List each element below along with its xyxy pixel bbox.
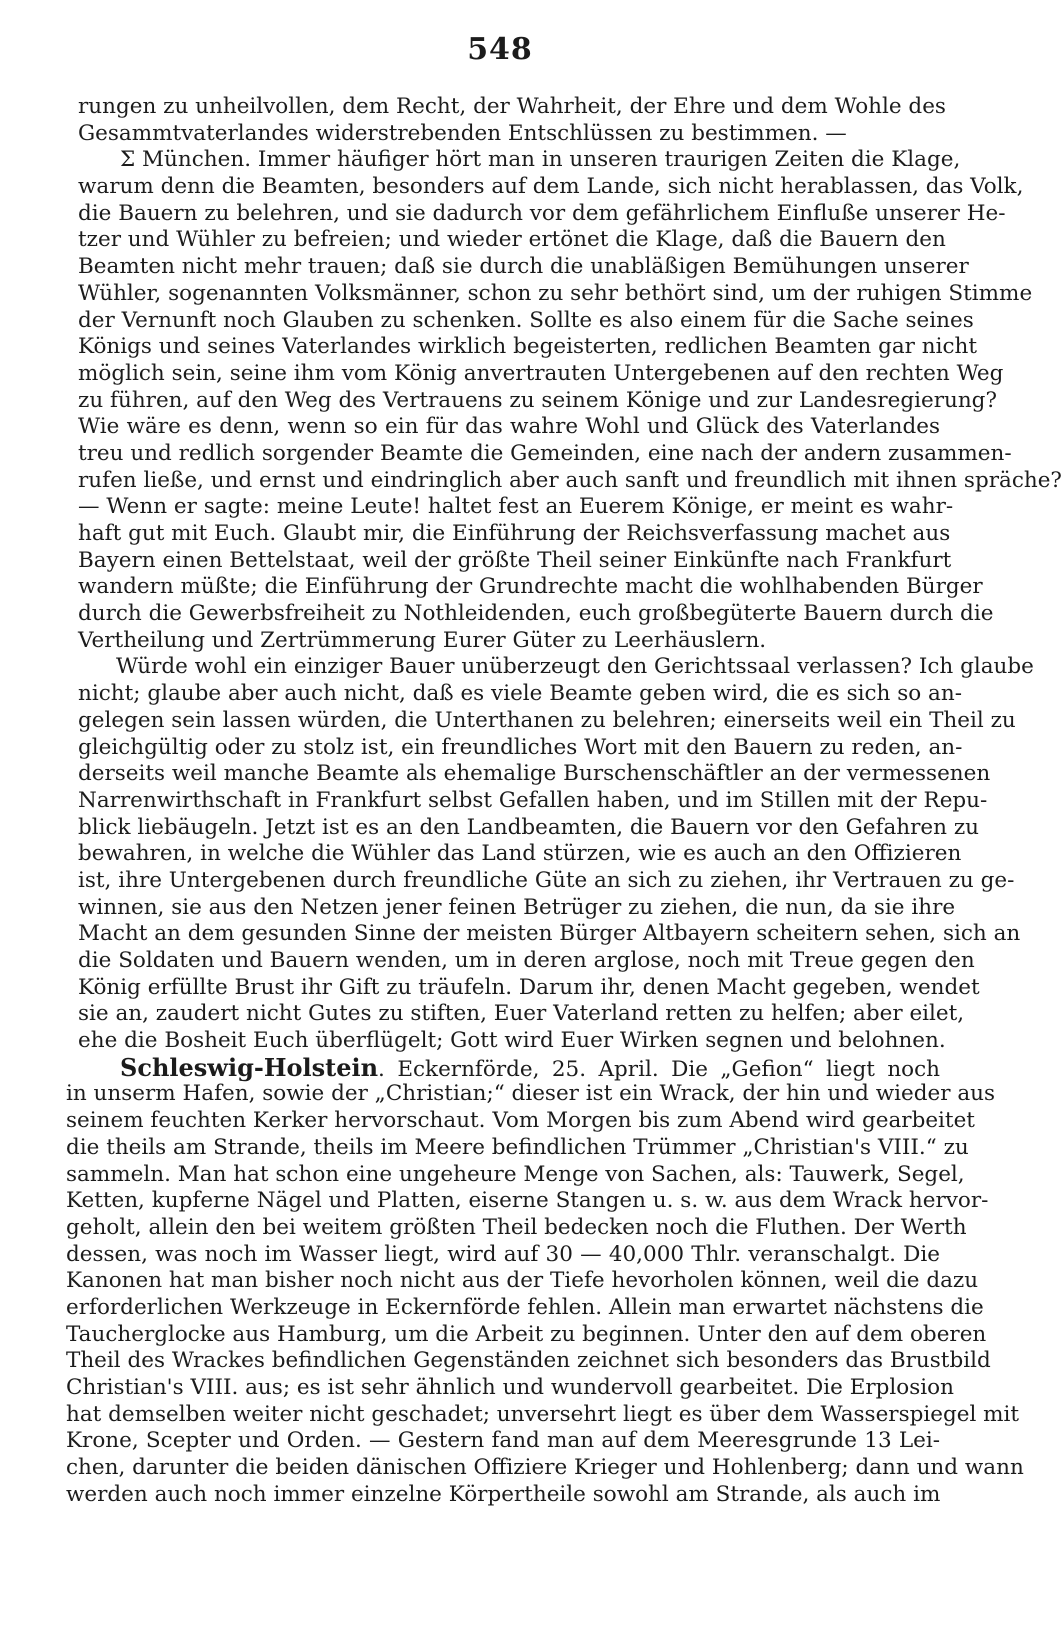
text-line: [78, 280, 1033, 308]
text-segment: gelegen sein lassen würden, die Unterthanen zu belehren; einerseits weil ein Theil zu: [78, 707, 1016, 733]
text-line: [78, 681, 962, 708]
text-segment: derseits weil manche Beamte als ehemalige Burschenschäftler an der vermessenen: [78, 761, 991, 787]
text-segment: gleichgültig oder zu stolz ist, ein freundliches Wort mit den Bauern zu reden, an-: [78, 734, 963, 760]
text-segment: dessen, was noch im Wasser liegt, wird auf 30 — 40,000 Thlr. veranschalgt. Die: [66, 1241, 940, 1267]
text-line: [78, 254, 969, 281]
text-line: [66, 1188, 989, 1215]
text-segment: geholt, allein den bei weitem größten Theil bedecken noch die Fluthen. Der Werth: [66, 1214, 967, 1240]
text-line: [66, 1108, 975, 1135]
text-line: [78, 121, 940, 148]
text-segment: möglich sein, seine ihm vom König anvertrauten Untergebenen auf den rechten Weg: [78, 360, 1004, 386]
text-line: [78, 867, 1015, 895]
text-line: [78, 1052, 940, 1082]
text-segment: Krone, Scepter und Orden. — Gestern fand man auf dem Meeresgrunde 13 Lei-: [66, 1428, 940, 1454]
text-line: [78, 440, 1012, 468]
page-number: 548: [467, 32, 533, 67]
text-line: [78, 841, 962, 868]
text-segment: rufen ließe, und ernst und eindringlich aber auch sanft und freundlich mit ihnen spräche?: [78, 467, 1062, 493]
text-line: [66, 1321, 987, 1349]
text-segment: ist, ihre Untergebenen durch freundliche Güte an sich zu ziehen, ihr Vertrauen zu ge-: [78, 867, 1015, 893]
text-segment: durch die Gewerbsfreiheit zu Nothleidenden, euch großbegüterte Bauern durch die: [78, 601, 994, 627]
text-segment: chen, darunter die beiden dänischen Offiziere Krieger und Hohlenberg; dann und wann: [66, 1455, 1024, 1481]
text-segment: Wühler, sogenannten Volksmänner, schon zu sehr bethört sind, um der ruhigen Stimme: [78, 280, 1033, 306]
text-segment: . Eckernförde, 25. April. Die „Gefion“ liegt noch: [378, 1056, 940, 1082]
text-line: [66, 1428, 940, 1455]
text-segment: erforderlichen Werkzeuge in Eckernförde fehlen. Allein man erwartet nächstens die: [66, 1294, 984, 1320]
text-segment: Beamten nicht mehr trauen; daß sie durch die unabläßigen Bemühungen unserer: [78, 254, 969, 280]
text-segment: die Soldaten und Bauern wenden, um in deren arglose, noch mit Treue gegen den: [78, 948, 975, 973]
text-segment: Bayern einen Bettelstaat, weil der größte Theil seiner Einkünfte nach Frankfurt: [78, 547, 952, 573]
text-line: [78, 974, 980, 1002]
text-segment: Macht an dem gesunden Sinne der meisten Bürger Altbayern scheitern sehen, sich an: [78, 921, 1021, 947]
text-line: [78, 147, 961, 174]
text-segment: Taucherglocke aus Hamburg, um die Arbeit zu beginnen. Unter den auf dem oberen: [66, 1321, 987, 1347]
text-line: [78, 601, 994, 628]
text-line: [78, 94, 946, 121]
text-segment: bewahren, in welche die Wühler das Land stürzen, wie es auch an den Offizieren: [78, 841, 962, 867]
text-line: [66, 1348, 991, 1375]
text-segment: treu und redlich sorgender Beamte die Gemeinden, eine nach der andern zusammen-: [78, 440, 1012, 466]
text-segment: König erfüllte Brust ihr Gift zu träufeln. Darum ihr, denen Macht gegeben, wendet: [78, 974, 980, 1000]
text-line: [78, 628, 940, 655]
text-line: [78, 521, 951, 548]
text-segment: werden auch noch immer einzelne Körpertheile sowohl am Strande, als auch im: [66, 1481, 941, 1507]
text-line: [78, 307, 974, 335]
text-line: [78, 200, 1006, 228]
text-segment: zu führen, auf den Weg des Vertrauens zu seinem Könige und zur Landesregierung?: [78, 387, 997, 413]
text-segment: sie an, zaudert nicht Gutes zu stiften, Euer Vaterland retten zu helfen; aber eilet,: [78, 1001, 965, 1027]
text-line: [78, 174, 1024, 201]
text-segment: Narrenwirthschaft in Frankfurt selbst Gefallen haben, und im Stillen mit der Repu-: [78, 787, 988, 813]
text-line: [78, 734, 963, 762]
text-line: [78, 921, 1021, 948]
text-segment: nicht; glaube aber auch nicht, daß es viele Beamte geben wird, die es sich so an-: [78, 681, 962, 707]
text-line: [66, 1268, 979, 1295]
text-line: [78, 707, 1016, 735]
text-segment: der Vernunft noch Glauben zu schenken. Sollte es also einem für die Sache seines: [78, 307, 974, 333]
text-segment: tzer und Wühler zu befreien; und wieder ertönet die Klage, daß die Bauern den: [78, 227, 946, 253]
text-line: [78, 467, 1062, 495]
text-segment: haft gut mit Euch. Glaubt mir, die Einführung der Reichsverfassung machet aus: [78, 521, 951, 546]
text-segment: Gesammtvaterlandes widerstrebenden Entschlüssen zu bestimmen. —: [78, 120, 847, 146]
text-segment: — Wenn er sagte: meine Leute! haltet fest an Euerem Könige, er meint es wahr-: [78, 494, 954, 520]
text-segment: in unserm Hafen, sowie der „Christian;“ dieser ist ein Wrack, der hin und wieder aus: [66, 1081, 996, 1107]
text-segment: Kanonen hat man bisher noch nicht aus der Tiefe hevorholen können, weil die dazu: [66, 1268, 979, 1294]
text-segment: ehe die Bosheit Euch überflügelt; Gott wird Euer Wirken segnen und belohnen.: [78, 1028, 946, 1054]
text-segment: wandern müßte; die Einführung der Grundrechte macht die wohlhabenden Bürger: [78, 574, 983, 600]
text-line: [78, 1001, 965, 1028]
article-text: [66, 94, 1062, 1508]
text-segment: seinem feuchten Kerker hervorschaut. Vom Morgen bis zum Abend wird gearbeitet: [66, 1108, 975, 1134]
text-line: [78, 387, 997, 415]
text-line: [66, 1134, 969, 1162]
text-line: [66, 1401, 1020, 1429]
text-line: [78, 761, 991, 788]
text-line: [78, 948, 975, 975]
text-line: [78, 360, 1004, 388]
text-segment: Vertheilung und Zertrümmerung Eurer Güter zu Leerhäuslern.: [78, 627, 767, 653]
text-line: [66, 1455, 1024, 1482]
text-segment: Christian's VIII. aus; es ist sehr ähnlich und wundervoll gearbeitet. Die Erplosion: [66, 1375, 954, 1400]
text-segment: warum denn die Beamten, besonders auf dem Lande, sich nicht herablassen, das Volk,: [78, 174, 1024, 200]
text-line: [78, 787, 988, 815]
text-line: [78, 814, 979, 842]
text-segment: rungen zu unheilvollen, dem Recht, der Wahrheit, der Ehre und dem Wohle des: [78, 94, 946, 119]
text-segment: Königs und seines Vaterlandes wirklich begeisterten, redlichen Beamten gar nicht: [78, 334, 978, 360]
text-line: [66, 1161, 965, 1189]
text-segment: Ketten, kupferne Nägel und Platten, eiserne Stangen u. s. w. aus dem Wrack hervor-: [66, 1188, 989, 1214]
text-line: [66, 1375, 954, 1402]
text-line: [78, 654, 1034, 681]
text-line: [66, 1081, 996, 1108]
text-segment: Σ München. Immer häufiger hört man in unseren traurigen Zeiten die Klage,: [120, 147, 961, 173]
text-segment: Wie wäre es denn, wenn so ein für das wahre Wohl und Glück des Vaterlandes: [78, 414, 940, 440]
text-line: [78, 414, 940, 441]
text-line: [66, 1242, 940, 1269]
text-line: [66, 1294, 984, 1322]
section-heading: Schleswig-Holstein: [120, 1052, 379, 1082]
text-segment: die theils am Strande, theils im Meere befindlichen Trümmer „Christian's VIII.“ zu: [66, 1134, 969, 1160]
text-line: [66, 1482, 940, 1509]
text-segment: hat demselben weiter nicht geschadet; unversehrt liegt es über dem Wasserspiegel mit: [66, 1401, 1020, 1427]
text-segment: blick liebäugeln. Jetzt ist es an den Landbeamten, die Bauern vor den Gefahren zu: [78, 814, 979, 840]
text-line: [66, 1214, 967, 1242]
text-line: [78, 1028, 946, 1055]
text-segment: die Bauern zu belehren, und sie dadurch vor dem gefährlichem Einfluße unserer He-: [78, 200, 1006, 226]
text-segment: Würde wohl ein einziger Bauer unüberzeugt den Gerichtssaal verlassen? Ich glaube: [116, 654, 1034, 680]
text-line: [78, 494, 954, 521]
text-segment: Theil des Wrackes befindlichen Gegenständen zeichnet sich besonders das Brustbild: [66, 1348, 991, 1374]
text-segment: winnen, sie aus den Netzen jener feinen Betrüger zu ziehen, die nun, da sie ihre: [78, 894, 956, 920]
text-line: [78, 334, 978, 361]
text-segment: sammeln. Man hat schon eine ungeheure Menge von Sachen, als: Tauwerk, Segel,: [66, 1161, 965, 1187]
text-line: [78, 227, 946, 254]
text-line: [78, 894, 956, 922]
text-line: [78, 547, 952, 575]
text-line: [78, 574, 983, 601]
